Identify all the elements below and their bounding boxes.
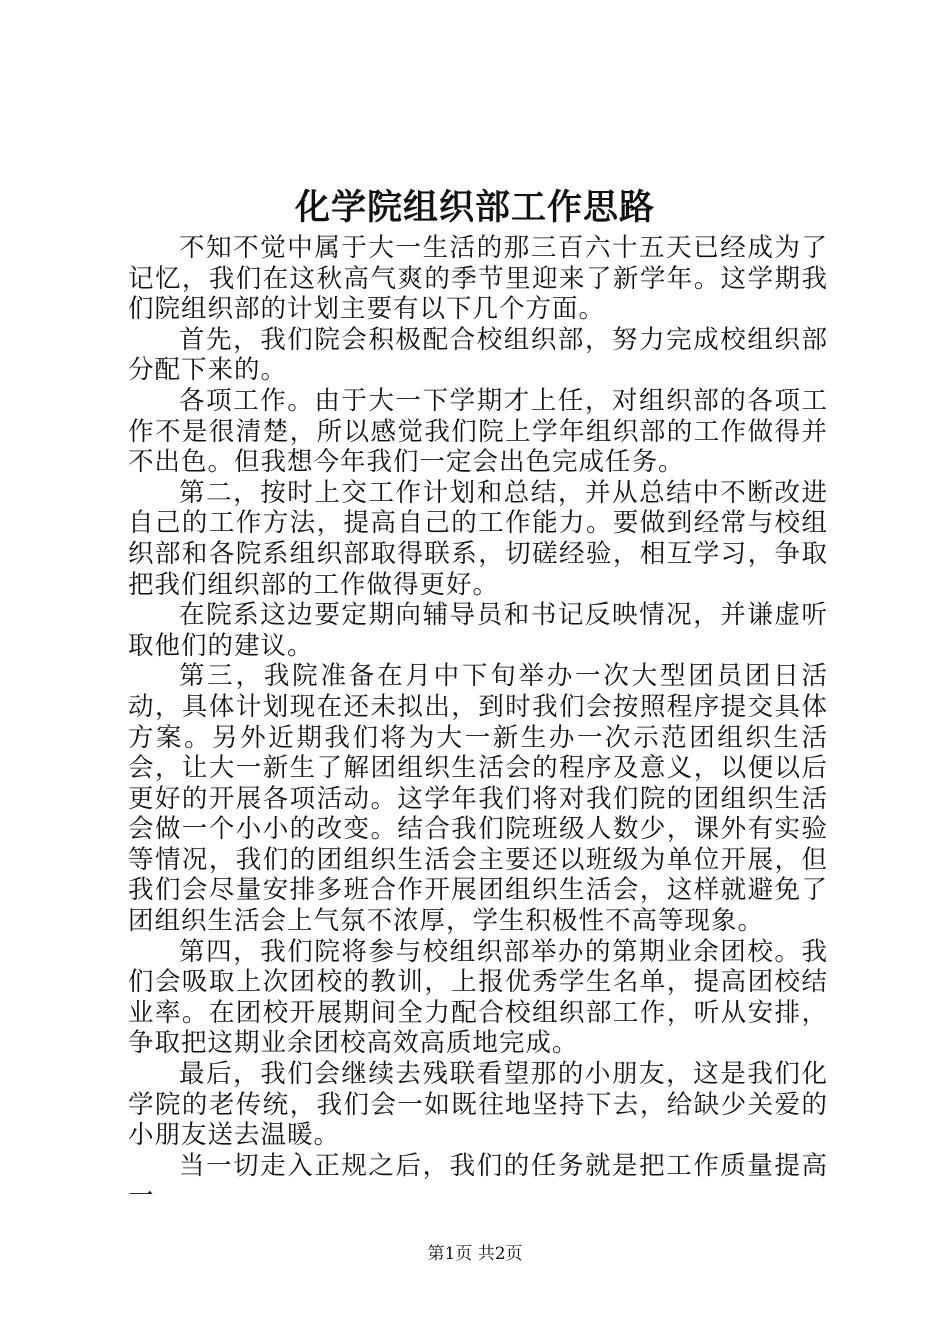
paragraph-tasks: 各项工作。由于大一下学期才上任，对组织部的各项工作不是很清楚，所以感觉我们院上学年组织部的工作做得并不出色。但我想今年我们一定会出色完成任务。 <box>128 385 828 478</box>
page-number: 第1页 共2页 <box>427 1244 523 1264</box>
paragraph-fourth: 第四，我们院将参与校组织部举办的第期业余团校。我们会吸取上次团校的教训，上报优秀学生名单，提高团校结业率。在团校开展期间全力配合校组织部工作，听从安排，争取把这期业余团校高效高质地完成。 <box>128 936 828 1059</box>
paragraph-third: 第三，我院准备在月中下旬举办一次大型团员团日活动，具体计划现在还未拟出，到时我们会按照程序提交具体方案。另外近期我们将为大一新生办一次示范团组织生活会，让大一新生了解团组织生活会的程序及意义，以便以后更好的开展各项活动。这学年我们将对我们院的团组织生活会做一个小小的改变。结合我们院班级人数少，课外有实验等情况，我们的团组织生活会主要还以班级为单位开展，但我们会尽量安排多班合作开展团组织生活会，这样就避免了团组织生活会上气氛不浓厚，学生积极性不高等现象。 <box>128 661 828 937</box>
paragraph-last: 最后，我们会继续去残联看望那的小朋友，这是我们化学院的老传统，我们会一如既往地坚持下去，给缺少关爱的小朋友送去温暖。 <box>128 1059 828 1151</box>
document-title: 化学院组织部工作思路 <box>294 187 655 228</box>
paragraph-first: 首先，我们院会积极配合校组织部，努力完成校组织部分配下来的。 <box>128 324 828 386</box>
paragraph-conclusion: 当一切走入正规之后，我们的任务就是把工作质量提高一 <box>128 1150 828 1212</box>
paragraph-department: 在院系这边要定期向辅导员和书记反映情况，并谦虚听取他们的建议。 <box>128 600 828 661</box>
paragraph-second: 第二，按时上交工作计划和总结，并从总结中不断改进自己的工作方法，提高自己的工作能力。要做到经常与校组织部和各院系组织部取得联系，切磋经验，相互学习，争取把我们组织部的工作做得更好。 <box>128 477 828 600</box>
document-body <box>128 233 828 1212</box>
paragraph-intro: 不知不觉中属于大一生活的那三百六十五天已经成为了记忆，我们在这秋高气爽的季节里迎来了新学年。这学期我们院组织部的计划主要有以下几个方面。 <box>128 233 828 325</box>
